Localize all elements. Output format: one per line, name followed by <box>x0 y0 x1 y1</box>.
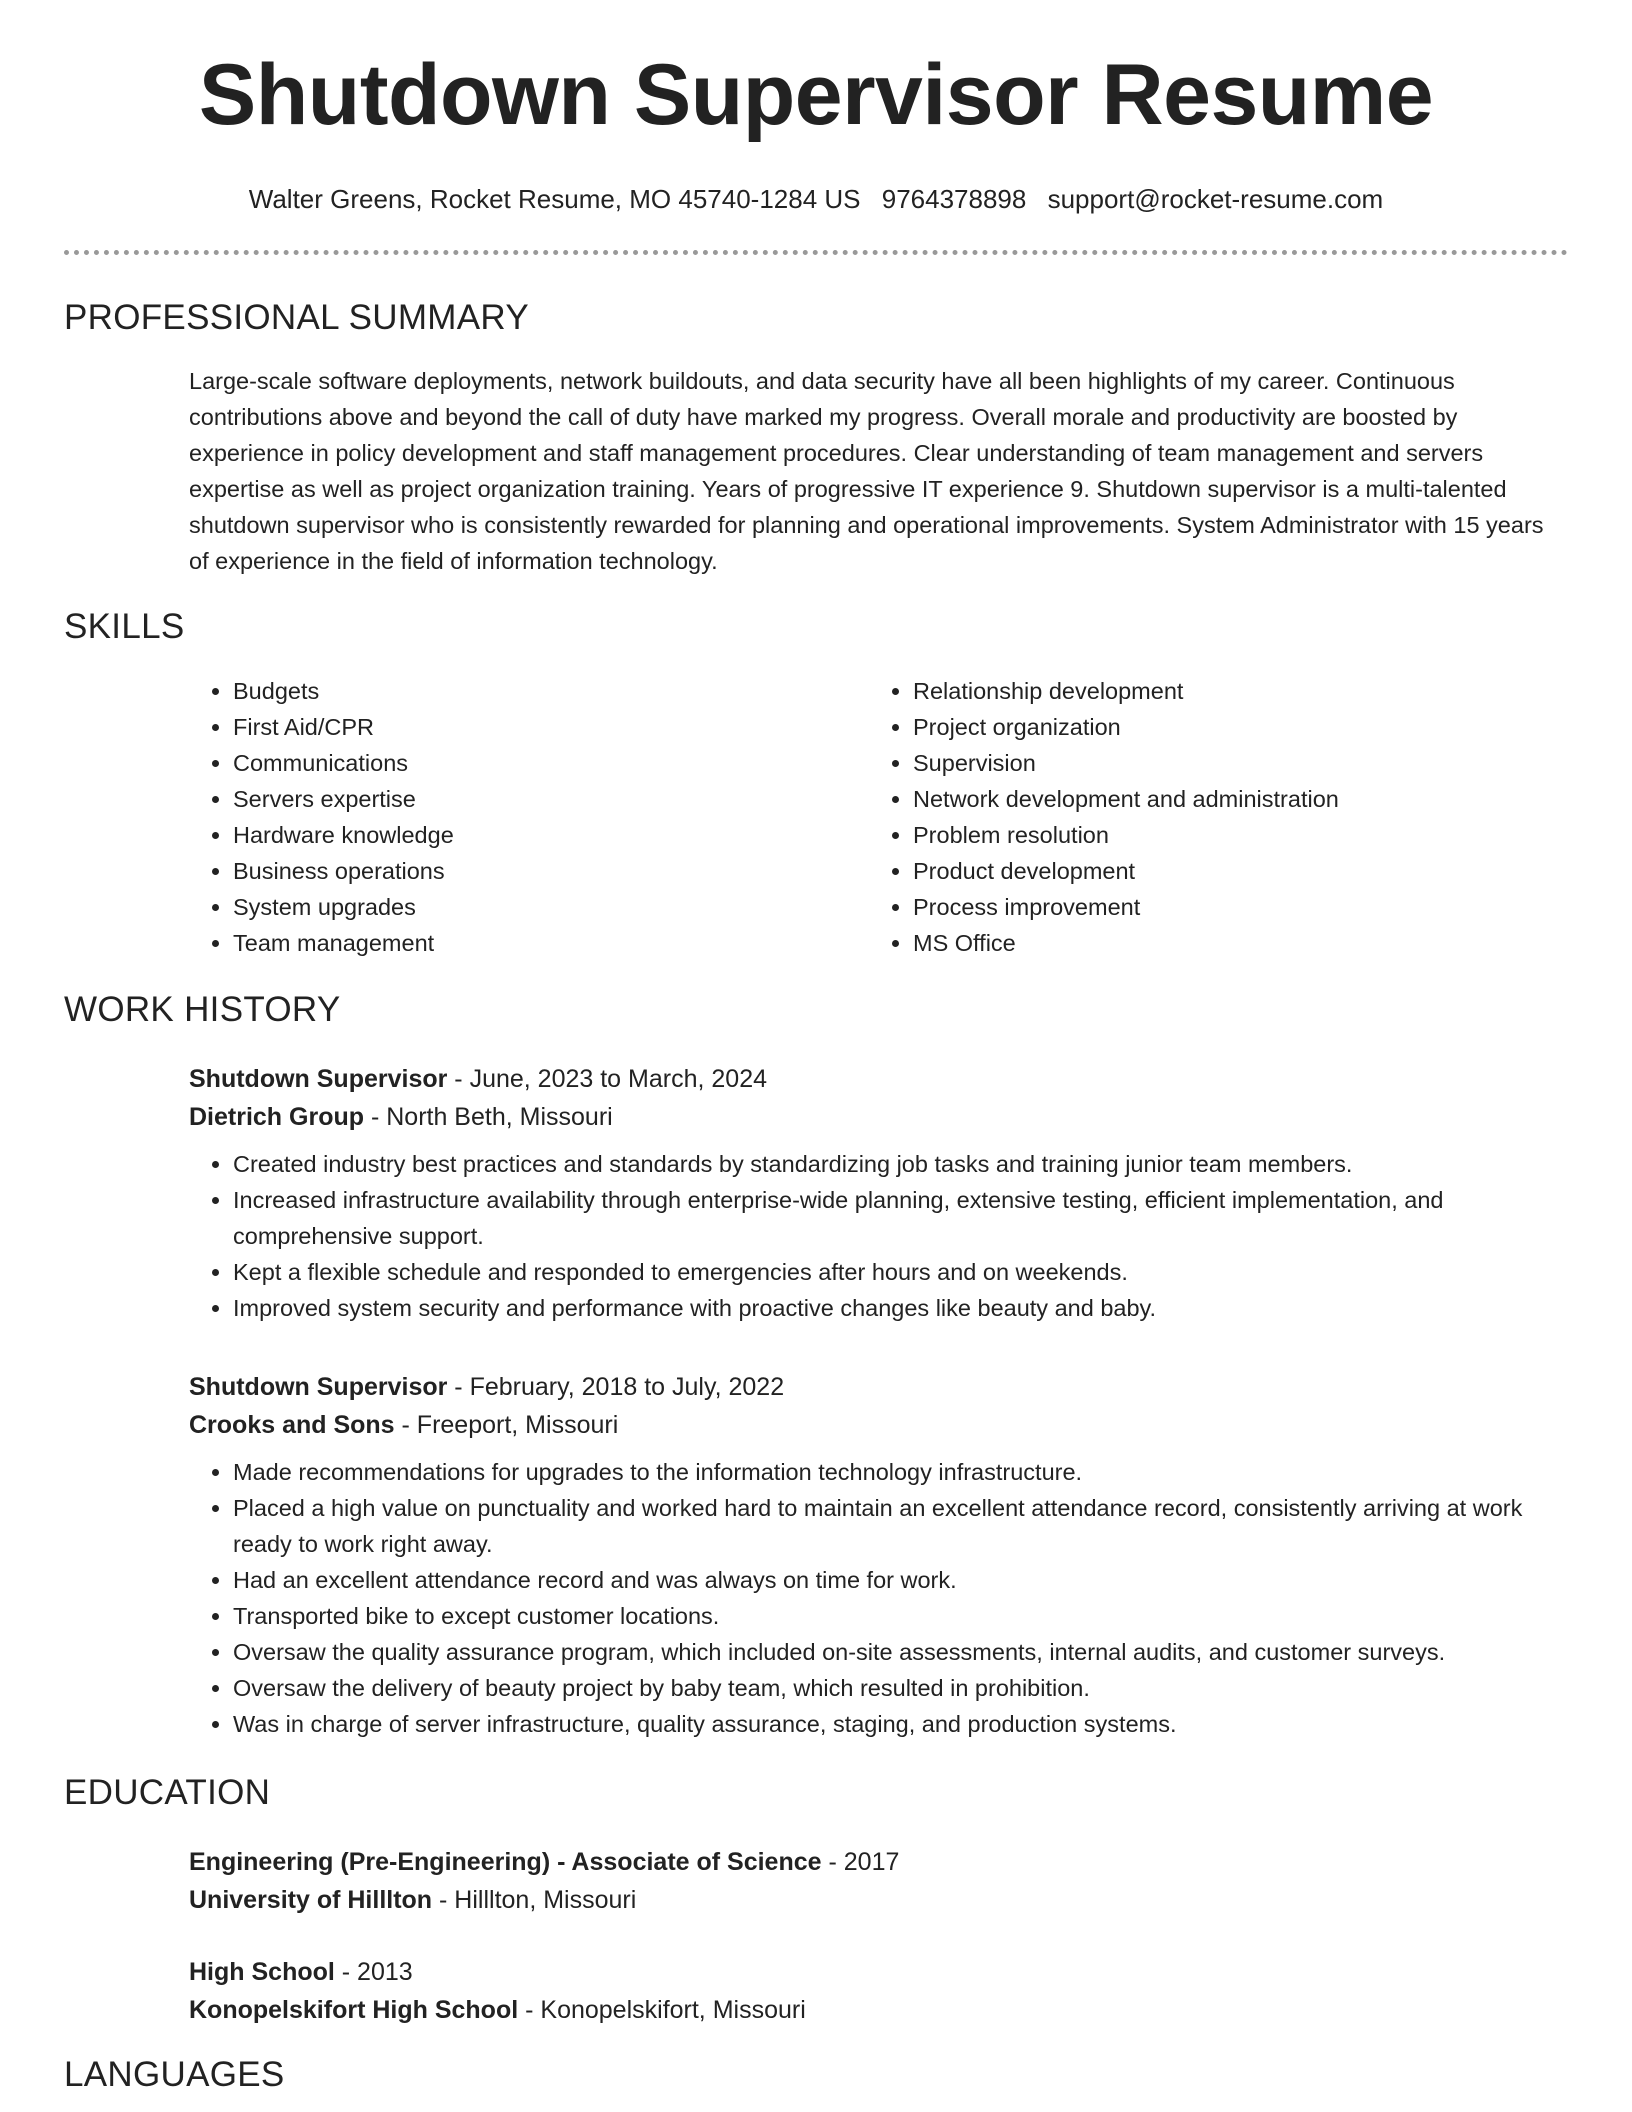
contact-line <box>0 183 1632 215</box>
job-bullet: • Kept a flexible schedule and responded to emergencies after hours and on weekends. <box>233 1254 1569 1290</box>
education-degree-line <box>189 1953 1569 1991</box>
job-title: Shutdown Supervisor <box>189 1373 448 1401</box>
job-location: - Freeport, Missouri <box>394 1411 619 1439</box>
job-bullet-list <box>189 1146 1569 1326</box>
skill-item: • Servers expertise <box>233 781 869 817</box>
skill-item: • Product development <box>913 853 1339 889</box>
skill-item: • Communications <box>233 745 869 781</box>
section-title-education: EDUCATION <box>64 1773 271 1812</box>
header-divider <box>64 250 1568 255</box>
skill-item: • Supervision <box>913 745 1339 781</box>
job-entry <box>189 1368 1569 1742</box>
job-bullet: • Improved system security and performance with proactive changes like beauty and baby. <box>233 1290 1569 1326</box>
skill-item: • MS Office <box>913 925 1339 961</box>
job-bullet: • Transported bike to except customer locations. <box>233 1598 1569 1634</box>
job-bullet: • Oversaw the quality assurance program, which included on-site assessments, internal audits, and customer surveys. <box>233 1634 1569 1670</box>
job-company: Crooks and Sons <box>189 1411 395 1439</box>
resume-title: Shutdown Supervisor Resume <box>198 47 1434 143</box>
skill-item: • Team management <box>233 925 869 961</box>
job-bullet: • Placed a high value on punctuality and worked hard to maintain an excellent attendance record, consistently arriving at work ready to work right away. <box>233 1490 1569 1562</box>
education-school: Konopelskifort High School <box>189 1996 519 2024</box>
skill-item: • Budgets <box>233 673 869 709</box>
education-year: - 2017 <box>821 1848 900 1876</box>
education-year: - 2013 <box>334 1958 413 1986</box>
education-degree-line <box>189 1843 1569 1881</box>
job-title: Shutdown Supervisor <box>189 1065 448 1093</box>
summary-block <box>189 363 1569 579</box>
skill-item: • Relationship development <box>913 673 1339 709</box>
education-degree: High School <box>189 1958 335 1986</box>
education-school-line <box>189 1991 1569 2029</box>
skill-item: • Project organization <box>913 709 1339 745</box>
education-degree: Engineering (Pre-Engineering) - Associate of Science <box>189 1848 822 1876</box>
section-title-skills: SKILLS <box>64 607 185 646</box>
education-school: University of Hilllton <box>189 1886 433 1914</box>
skill-item: • System upgrades <box>233 889 869 925</box>
skill-item: • Hardware knowledge <box>233 817 869 853</box>
skill-item: • First Aid/CPR <box>233 709 869 745</box>
section-title-work-history: WORK HISTORY <box>64 990 341 1029</box>
education-entry <box>189 1953 1569 2029</box>
skill-item: • Business operations <box>233 853 869 889</box>
job-bullet: • Had an excellent attendance record and was always on time for work. <box>233 1562 1569 1598</box>
skills-block <box>189 673 1569 961</box>
skill-item: • Process improvement <box>913 889 1339 925</box>
summary-text: Large-scale software deployments, network buildouts, and data security have all been highlights of my career. Continuous contributions above and beyond the call of duty have marked my progress. Overall morale and productivity are boosted by experience in policy development and staff management procedures. Clear understanding of team management and servers expertise as well as project organization training. Years of progressive IT experience 9. Shutdown supervisor is a multi-talented shutdown supervisor who is consistently rewarded for planning and operational improvements. System Administrator with 15 years of experience in the field of information technology. <box>189 368 1544 574</box>
job-dates: - June, 2023 to March, 2024 <box>447 1065 768 1093</box>
job-bullet: • Increased infrastructure availability through enterprise-wide planning, extensive testing, efficient implementation, and comprehensive support. <box>233 1182 1569 1254</box>
job-company-line <box>189 1406 1569 1444</box>
job-bullet-list <box>189 1454 1569 1742</box>
section-title-summary: PROFESSIONAL SUMMARY <box>64 298 529 337</box>
skill-item: • Network development and administration <box>913 781 1339 817</box>
job-dates: - February, 2018 to July, 2022 <box>447 1373 785 1401</box>
contact-email: support@rocket-resume.com <box>1047 184 1384 214</box>
education-entry <box>189 1843 1569 1919</box>
education-school-line <box>189 1881 1569 1919</box>
contact-phone: 9764378898 <box>881 184 1027 214</box>
job-bullet: • Was in charge of server infrastructure, quality assurance, staging, and production systems. <box>233 1706 1569 1742</box>
job-location: - North Beth, Missouri <box>364 1103 613 1131</box>
job-bullet: • Made recommendations for upgrades to the information technology infrastructure. <box>233 1454 1569 1490</box>
job-title-line <box>189 1368 1569 1406</box>
section-title-languages: LANGUAGES <box>64 2055 285 2094</box>
education-location: - Hilllton, Missouri <box>432 1886 637 1914</box>
job-bullet: • Created industry best practices and standards by standardizing job tasks and training junior team members. <box>233 1146 1569 1182</box>
skill-item: • Problem resolution <box>913 817 1339 853</box>
skills-list-right <box>869 673 1339 961</box>
job-bullet: • Oversaw the delivery of beauty project by baby team, which resulted in prohibition. <box>233 1670 1569 1706</box>
job-entry <box>189 1060 1569 1326</box>
job-title-line <box>189 1060 1569 1098</box>
contact-address: Walter Greens, Rocket Resume, MO 45740-1284 US <box>248 184 861 214</box>
education-location: - Konopelskifort, Missouri <box>518 1996 806 2024</box>
skills-list-left <box>189 673 869 961</box>
job-company: Dietrich Group <box>189 1103 365 1131</box>
job-company-line <box>189 1098 1569 1136</box>
